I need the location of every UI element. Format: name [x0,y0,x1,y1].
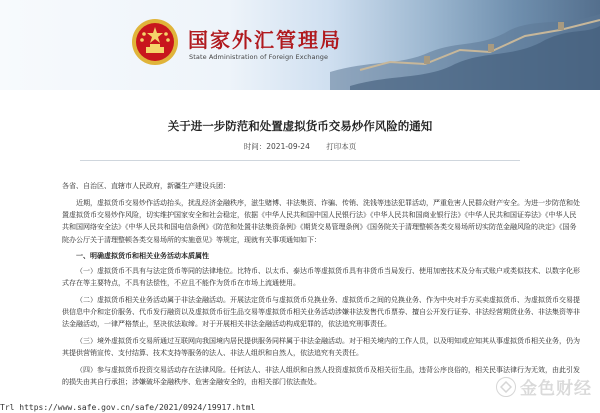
print-page-link[interactable]: 打印本页 [326,142,357,151]
watermark-text: 金色财经 [520,379,592,399]
article-body [62,180,582,393]
agency-name-en: State Administration of Foreign Exchange [189,53,329,61]
watermark [496,374,592,399]
url-caption: Trl https://www.safe.gov.cn/safe/2021/0924/19917.html [0,402,600,413]
intro-paragraph: 近期，虚拟货币交易炒作活动抬头，扰乱经济金融秩序，滋生赌博、非法集资、诈骗、传销、洗钱等违法犯罪活动，严重危害人民群众财产安全。为进一步防范和处置虚拟货币交易炒作风险，切实维护国家安全和社会稳定，依据《中华人民共和国中国人民银行法》《中华人民共和国商业银行法》《中华人民共和国证券法》《中华人民共和国网络安全法》《中华人民共和国电信条例》《防范和处置非法集资条例》《期货交易管理条例》《国务院关于清理整顿各类交易场所切实防范金融风险的决定》《国务院办公厅关于清理整顿各类交易场所的实施意见》等规定，现就有关事项通知如下： [62,198,580,244]
date-label: 时间： [243,142,267,151]
date-value: 2021-09-24 [266,142,310,151]
section-heading: 一、明确虚拟货币和相关业务活动本质属性 [76,252,209,261]
watermark-logo-icon [496,377,516,397]
national-emblem-icon [130,17,180,67]
paragraph-3: （三）境外虚拟货币交易所通过互联网向我国境内居民提供服务同样属于非法金融活动。对于相关境内的工作人员，以及明知或应知其从事虚拟货币相关业务，仍为其提供营销宣传、支付结算、技术支持等服务的法人、非法人组织和自然人，依法追究有关责任。 [62,336,580,358]
title-divider [80,160,520,161]
article-title: 关于进一步防范和处置虚拟货币交易炒作风险的通知 [167,119,433,133]
header-banner [0,0,600,90]
paragraph-4: （四）参与虚拟货币投资交易活动存在法律风险。任何法人、非法人组织和自然人投资虚拟货币及相关衍生品，违背公序良俗的，相关民事法律行为无效，由此引发的损失由其自行承担；涉嫌破坏金融秩序、危害金融安全的，由相关部门依法查处。 [62,365,580,387]
paragraph-1: （一）虚拟货币不具有与法定货币等同的法律地位。比特币、以太币、泰达币等虚拟货币具有非货币当局发行、使用加密技术及分布式账户或类似技术、以数字化形式存在等主要特点，不具有法偿性，不应且不能作为货币在市场上流通使用。 [62,266,580,287]
great-wall-image [330,0,600,90]
article-meta [0,141,600,152]
agency-name: 国家外汇管理局 [188,28,342,52]
paragraph-2: （二）虚拟货币相关业务活动属于非法金融活动。开展法定货币与虚拟货币兑换业务、虚拟货币之间的兑换业务、作为中央对手方买卖虚拟货币、为虚拟货币交易提供信息中介和定价服务、代币发行融资以及虚拟货币衍生品交易等虚拟货币相关业务活动涉嫌非法发售代币票券、擅自公开发行证券、非法经营期货业务、非法集资等非法金融活动，一律严格禁止，坚决依法取缔。对于开展相关非法金融活动构成犯罪的，依法追究刑事责任。 [62,295,580,329]
salutation: 各省、自治区、直辖市人民政府，新疆生产建设兵团： [62,182,230,190]
date-info [244,142,310,151]
